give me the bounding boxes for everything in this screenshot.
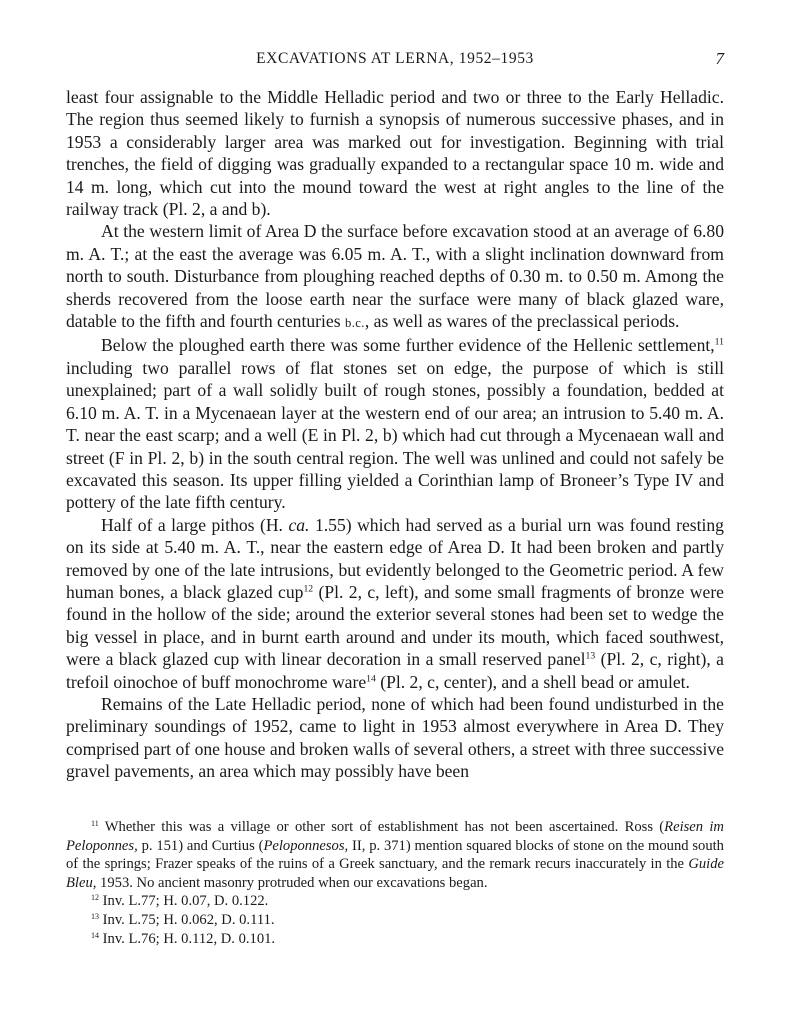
paragraph-4-text-e: (Pl. 2, c, center), and a shell bead or amulet. [375,671,690,692]
footnote-11-text-4: 1953. No ancient masonry protruded when our excavations began. [96,874,488,891]
paragraph-2-text-b: , as well as wares of the preclassical periods. [364,311,680,332]
footnote-11-number: 11 [91,818,99,828]
paragraph-4-text-c: (Pl. 2, c, left), and some small fragments of bronze were found in the hollow of the side; around the exterior several stones had been set to wedge the big vessel in place, and in burnt earth around and under its mouth, which faced southwest, were a black glazed cup with linear decoration in a small reserved panel [66,581,724,670]
paragraph-3 [66,334,724,513]
footnote-ref-12[interactable]: 12 [303,583,314,595]
footnote-11-title-guide: Guide Bleu, [66,856,724,891]
paragraph-1 [66,86,724,220]
footnote-11-title-curtius: Peloponnesos, [263,837,349,854]
footnote-ref-13[interactable]: 13 [585,650,596,662]
footnote-12-number: 12 [91,893,100,903]
page-number: 7 [715,49,724,68]
running-title: EXCAVATIONS AT LERNA, 1952–1953 [256,50,534,67]
footnote-11 [66,818,724,892]
footnote-ref-11[interactable]: 11 [714,337,724,349]
footnote-11-title-ross: Reisen im Peloponnes, [66,819,724,854]
paragraph-4-text-a: Half of a large pithos (H. [101,514,283,535]
footnote-14 [66,930,724,949]
footnotes [66,818,724,948]
footnote-11-text-2: p. 151) and Curtius ( [137,837,264,854]
footnote-11-text-1: Whether this was a village or other sort of establishment has not been ascertained. Ross ( [98,819,665,835]
paragraph-4-text-b: 1.55) which had served as a burial urn was found resting on its side at 5.40 m. A. T., near the eastern edge of Area D. It had been broken and partly removed by one of the late intrusions, but evidently belonged to the Geometric period. A few human bones, a black glazed cup [66,514,724,602]
footnote-11-text-3: II, p. 371) mention squared blocks of stone on the mound south of the springs; Frazer speaks of the ruins of a Greek sanctuary, and the remark recurs inaccurately in the [66,837,724,873]
footnote-ref-14[interactable]: 14 [366,673,376,685]
paragraph-2-text-a: At the western limit of Area D the surface before excavation stood at an average of 6.80 m. A. T.; at the east the average was 6.05 m. A. T., with a slight inclination downward from north to south. Disturbance from ploughing reached depths of 0.30 m. to 0.50 m. Among the sherds recovered from the loose earth near the surface were many of black glazed ware, datable to the fifth and fourth centuries [66,221,724,332]
paragraph-5 [66,693,724,783]
paragraph-3-text-b: including two parallel rows of flat stones set on edge, the purpose of which is still unexplained; part of a wall solidly built of rough stones, possibly a foundation, bedded at 6.10 m. A. T. in a Mycenaean layer at the western end of our area; an intrusion to 5.40 m. A. T. near the east scarp; and a well (E in Pl. 2, b) which had cut through a Mycenaean wall and street (F in Pl. 2, b) in the south central region. The well was unlined and could not safely be excavated this season. Its upper filling yielded a Corinthian lamp of Broneer’s Type IV and pottery of the late fifth century. [66,357,724,513]
footnote-14-number: 14 [91,930,100,940]
footnote-13-text: Inv. L.75; H. 0.062, D. 0.111. [99,911,275,928]
paragraph-4-text-d: (Pl. 2, c, right), a trefoil oinochoe of buff monochrome ware [66,649,724,692]
paragraph-1-text: least four assignable to the Middle Helladic period and two or three to the Early Helladic. The region thus seemed likely to furnish a synopsis of numerous successive phases, and in 1953 a considerably larger area was marked out for investigation. Beginning with trial trenches, the field of digging was gradually expanded to a rectangular space 10 m. wide and 14 m. long, which cut into the mound toward the west at right angles to the line of the railway track (Pl. 2, a and b). [66,87,724,220]
footnote-13 [66,911,724,930]
paragraph-3-text-a: Below the ploughed earth there was some further evidence of the Hellenic settlement, [101,335,715,356]
footnote-12 [66,892,724,911]
footnote-14-text: Inv. L.76; H. 0.112, D. 0.101. [99,930,276,947]
paragraph-4 [66,514,724,693]
body-text [66,86,724,783]
running-head [66,50,724,72]
footnote-12-text: Inv. L.77; H. 0.07, D. 0.122. [99,893,269,910]
ca-abbreviation: ca. [288,514,310,535]
footnote-13-number: 13 [91,911,100,921]
paragraph-5-text: Remains of the Late Helladic period, none of which had been found undisturbed in the preliminary soundings of 1952, came to light in 1953 almost everywhere in Area D. They comprised part of one house and broken walls of several others, a street with three successive gravel pavements, an area which may possibly have been [66,693,724,782]
bc-abbreviation: b.c. [344,316,365,331]
paragraph-2 [66,220,724,334]
